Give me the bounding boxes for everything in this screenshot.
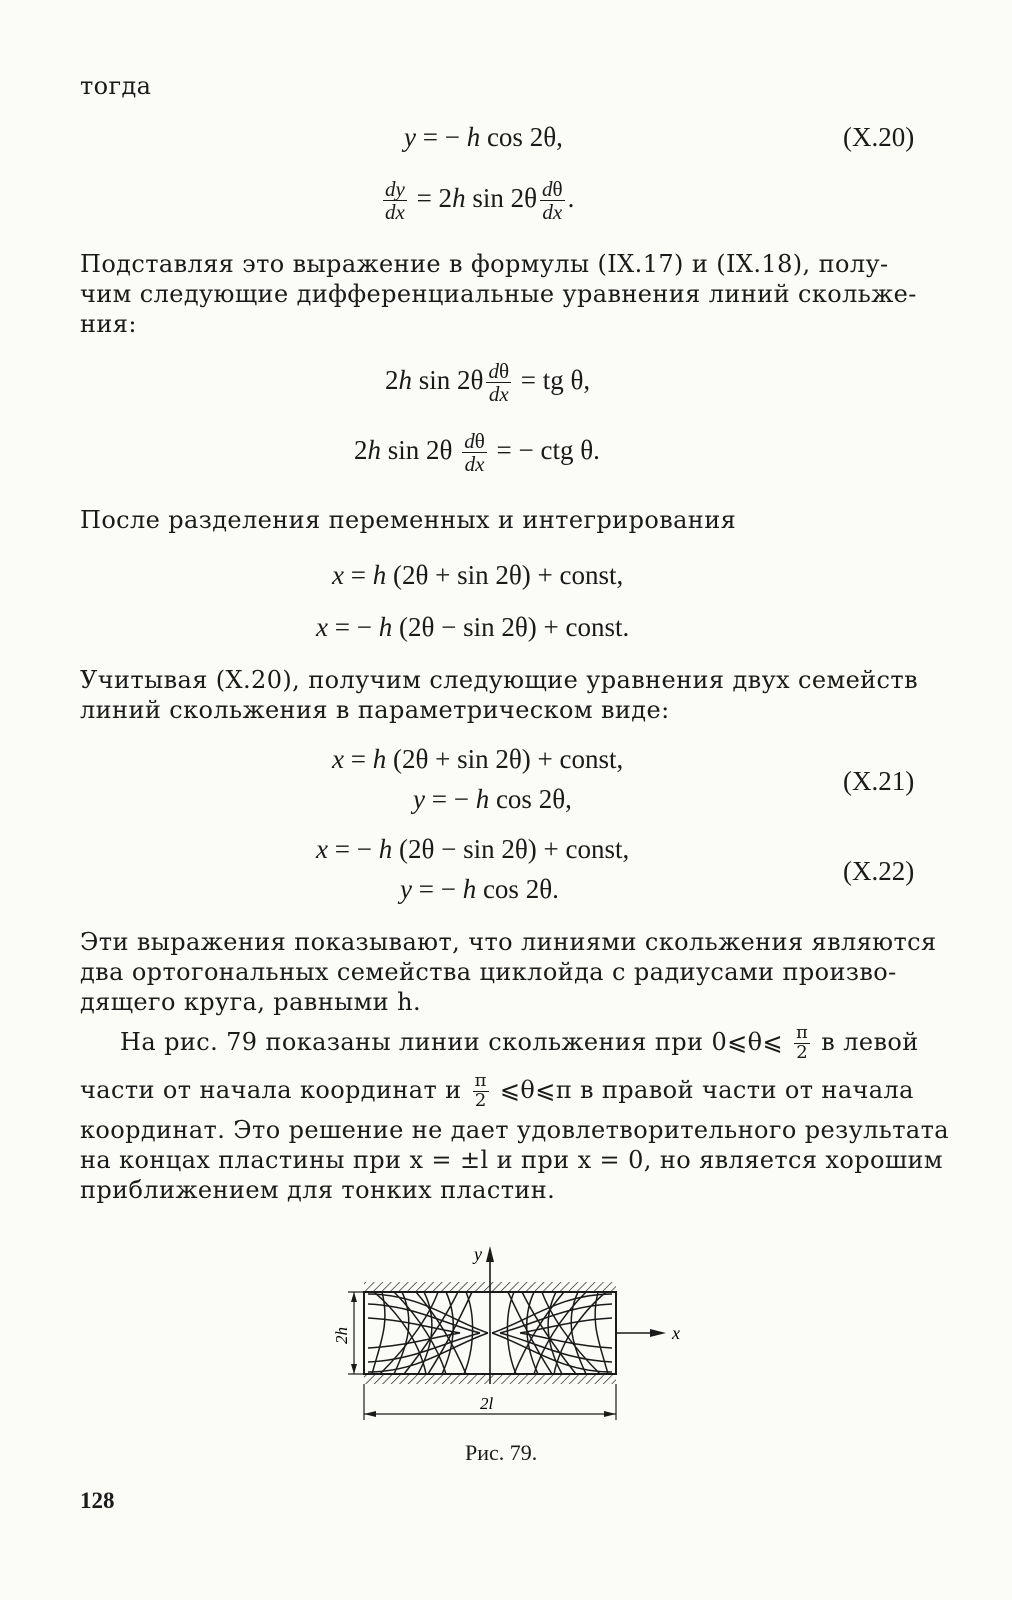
paragraph-5-line-5: приближением для тонких пластин.: [80, 1176, 556, 1204]
paragraph-5-line-2-end: ⩽θ⩽π в правой части от начала: [499, 1075, 914, 1104]
paragraph-5-line-4: на концах пластины при x = ±l и при x = 0, но является хорошим: [80, 1146, 943, 1174]
slip-lines-right: [492, 1292, 612, 1374]
paragraph-5-line-2: [80, 1072, 914, 1111]
fraction-pi-over-2-second: $\frac{\pi}{2}$: [474, 1070, 487, 1111]
paragraph-2: После разделения переменных и интегрирования: [80, 506, 737, 534]
equation-number-x22: (X.22): [843, 856, 915, 886]
paragraph-3-line-2: линий скольжения в параметрическом виде:: [80, 696, 670, 724]
page-number: 128: [80, 1488, 115, 1513]
width-label: 2l: [480, 1394, 494, 1413]
figure-79-slip-lines: [320, 1234, 700, 1444]
word-togda: тогда: [80, 72, 152, 100]
equation-dy-dx: $\frac{dy}{dx}$ = 2h sin 2θ $\frac{d\theta}{dx}$ .: [385, 177, 575, 225]
paragraph-5-line-1: [120, 1024, 919, 1063]
equation-x21-x: x = h (2θ + sin 2θ) + const,: [332, 744, 624, 774]
height-arrow-bottom: [351, 1364, 357, 1374]
equation-x-plus: x = h (2θ + sin 2θ) + const,: [332, 560, 624, 590]
figure-caption: Рис. 79.: [465, 1440, 538, 1465]
paragraph-1-line-3: ния:: [80, 310, 137, 338]
equation-diff-1: 2h sin 2θ $\frac{d\theta}{dx}$ = tg θ,: [385, 359, 591, 407]
paragraph-5-line-2-start: части от начала координат и: [80, 1075, 462, 1104]
equation-y-cos: y = − h cos 2θ,: [404, 122, 563, 152]
paragraph-4-line-3: дящего круга, равными h.: [80, 988, 421, 1016]
width-arrow-left: [364, 1411, 376, 1417]
x-axis-label: x: [672, 1323, 680, 1343]
paragraph-4-line-1: Эти выражения показывают, что линиями скольжения являются: [80, 928, 937, 956]
paragraph-4-line-2: два ортогональных семейства циклойда с радиусами произво-: [80, 958, 897, 986]
equation-x-minus: x = − h (2θ − sin 2θ) + const.: [316, 612, 630, 642]
y-axis-arrow: [486, 1246, 494, 1262]
height-label: 2h: [332, 1327, 351, 1344]
equation-diff-2: 2h sin 2θ $\frac{d\theta}{dx}$ = − ctg θ.: [354, 429, 600, 477]
equation-number-x21: (X.21): [843, 766, 915, 796]
paragraph-5-line-1-start: На рис. 79 показаны линии скольжения при 0⩽θ⩽: [120, 1027, 783, 1056]
width-arrow-right: [604, 1411, 616, 1417]
equation-x22-x: x = − h (2θ − sin 2θ) + const,: [316, 834, 630, 864]
slip-lines-left: [368, 1292, 488, 1374]
height-arrow-top: [351, 1292, 357, 1302]
paragraph-1-line-1: Подставляя это выражение в формулы (IX.17) и (IX.18), полу-: [80, 250, 889, 278]
equation-number-x20: (X.20): [843, 122, 915, 152]
equation-x21-y: y = − h cos 2θ,: [413, 784, 572, 814]
x-axis-arrow: [650, 1329, 666, 1337]
equation-x22-y: y = − h cos 2θ.: [400, 874, 559, 904]
paragraph-5-line-1-end: в левой: [821, 1027, 919, 1056]
y-axis-label: y: [474, 1244, 482, 1264]
paragraph-3-line-1: Учитывая (X.20), получим следующие уравнения двух семейств: [80, 666, 918, 694]
paragraph-1-line-2: чим следующие дифференциальные уравнения линий скольже-: [80, 280, 917, 308]
paragraph-5-line-3: координат. Это решение не дает удовлетворительного результата: [80, 1116, 949, 1144]
fraction-pi-over-2: $\frac{\pi}{2}$: [796, 1022, 809, 1063]
